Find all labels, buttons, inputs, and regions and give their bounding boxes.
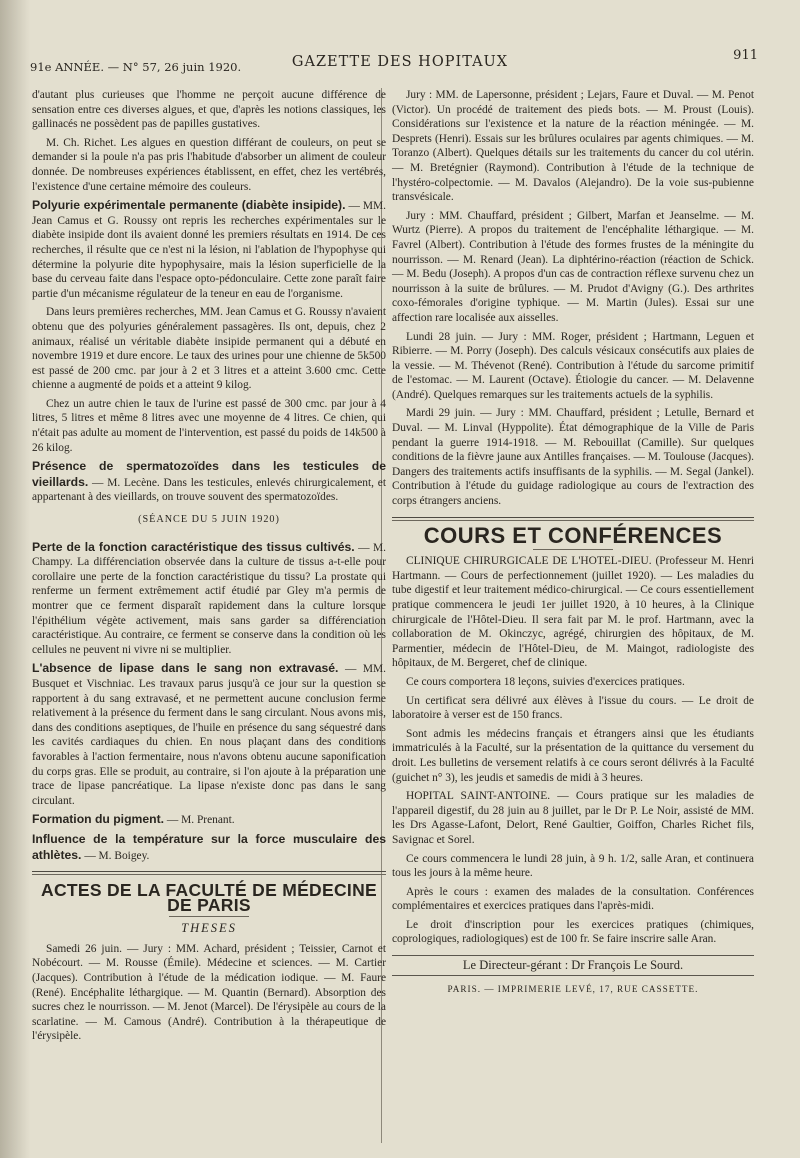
paragraph: d'autant plus curieuses que l'homme ne perçoit aucune différence de sensation entre ces diverses algues, et que, d'après les notions classiques, les gallinacés ne possèdent pas de papilles gustatives.	[32, 89, 386, 131]
subheading: Formation du pigment.	[32, 812, 165, 827]
journal-title: GAZETTE DES HOPITAUX	[291, 54, 509, 70]
paragraph: Jury : MM. de Lapersonne, président ; Lejars, Faure et Duval. — M. Penot (Victor). Un procédé de traitement des pieds bots. — M. Proust (Louis). Considérations sur l'existence et la nature de la réaction méningée. — M. Desprets (Henri). Essais sur les brûlures oculaires par agents chimiques. — M. Toranzo (Albert). Quelques détails sur les traitements du cancer du col utérin. — M. Bretégnier (Raymond). Contribution à l'étude de la technique de l'hystéro-colpectomie. — M. Davalos (Alejandro). De la voie sus-pubienne transvésicale.	[392, 89, 754, 204]
article-presence	[32, 459, 386, 505]
short-rule	[533, 549, 613, 550]
paragraph: CLINIQUE CHIRURGICALE DE L'HOTEL-DIEU. (Professeur M. Henri Hartmann. — Cours de perfectionnement (juillet 1920). — Les maladies du tube digestif et leur traitement médico-chirurgical. — Ce cours essentiellement pratique commencera le jeudi 1er juillet 1920, à 10 heures, à la Clinique chirurgicale de l'Hôtel-Dieu. Il sera fait par M. le prof. Hartmann, avec la collaboration de M. Okinczyc, agrégé, chirurgien des hôpitaux, de M. Parmentier, médecin de l'Hôtel-Dieu, de M. Maingot, radiologiste des hôpitaux, de M. Bergeret, chef de clinique.	[392, 555, 754, 670]
paragraph: Jury : MM. Chauffard, président ; Gilbert, Marfan et Jeanselme. — M. Wurtz (Pierre). A propos du traitement de l'encéphalite léthargique. — M. Favrel (Albert). Contribution à l'étude des formes frustes de la méningite du nourrisson. — M. Renard (Jean). La diphtérino-réaction (réaction de Schick. — M. Bedu (Joseph). A propos d'un cas de contraction réflexe survenu chez un nourrisson à la suite de brûlures. — M. Prudot d'Avigny (G.). Des arthrites coxo-fémorales d'origine typhique. — M. Martin (Jules). Essai sur une affection rare localisée aux aisselles.	[392, 209, 754, 324]
paragraph: Ce cours commencera le lundi 28 juin, à 9 h. 1/2, salle Aran, et continuera tous les jours à la même heure.	[392, 852, 754, 880]
subheading: Influence de la température sur la force musculaire des athlètes.	[32, 831, 386, 862]
left-column	[32, 88, 386, 1048]
article-body: — M. Lecène. Dans les testicules, enlevés chirurgicalement, et appartenant à des vieillards, on trouve souvent des spermatozoïdes.	[32, 476, 386, 504]
article-body: — M. Champy. La différenciation observée dans la culture de tissus a-t-elle pour corollaire une perte de la fonction caractéristique du tissu? La prostate qui renferme un ferment extrêmement actif étudié par Gley m'a permis de montrer que ce ferment disparaît rapidement dans la culture lorsque l'épithélium végète activement, mais sans garder sa différenciation caractéristique. Au contraire, ce ferment se conserve dans la condition où les cellules ne peuvent ni vivre ni se multiplier.	[32, 541, 386, 656]
paragraph: Dans leurs premières recherches, MM. Jean Camus et G. Roussy n'avaient obtenu que des polyuries généralement passagères. Ils ont, depuis, chez 2 animaux, réalisé un véritable diabète insipide permanent qui a débuté en novembre 1919 et dure encore. Le taux des urines pour une chienne de 5k500 est passé de 200 cmc. par jour à 2 et 3 litres et a atteint 3.600 cmc. Cette chienne a augmenté de poids et a atteint 9 kilog.	[32, 306, 386, 392]
running-head	[30, 46, 770, 76]
footer-box	[392, 955, 754, 976]
paragraph: Lundi 28 juin. — Jury : MM. Roger, président ; Hartmann, Leguen et Ribierre. — M. Porry (Joseph). Des calculs vésicaux consécutifs aux plaies de la vessie. — M. Thévenot (René). Contribution à l'étude du sarcome primitif de l'estomac. — M. Laurent (Octave). Étiologie du cancer. — M. Delavenne (André). Quelques remarques sur les traitements actuels de la syphilis.	[392, 330, 754, 401]
section-rule	[392, 517, 754, 521]
article-body: — MM. Jean Camus et G. Roussy ont repris les recherches expérimentales sur le diabète insipide dont ils avaient donné les premiers résultats en 1914. De ces recherches, il résulte que ce n'est ni la lésion, ni l'ablation de l'hypophyse qui détermine la polyurie dite hypophysaire, mais la lésion superficielle de la base du cerveau faite dans l'espace opto-pédonculaire. Cette zone paraît faire partie d'un mécanisme régulateur de la teneur en eau de l'organisme.	[32, 200, 386, 300]
paragraph: Le droit d'inscription pour les exercices pratiques (chimiques, coprologiques, radiologiques) est de 100 fr. Se faire inscrire salle Aran.	[392, 918, 754, 946]
subheading: Polyurie expérimentale permanente (diabète insipide).	[32, 198, 346, 213]
subheading: Perte de la fonction caractéristique des tissus cultivés.	[32, 539, 355, 554]
issue-line: 91e ANNÉE. — N° 57, 26 juin 1920.	[30, 60, 242, 74]
article-formation	[32, 812, 386, 828]
section-title-cours: COURS ET CONFÉRENCES	[423, 522, 723, 548]
paragraph: Un certificat sera délivré aux élèves à l'issue du cours. — Le droit de laboratoire à verser est de 150 francs.	[392, 694, 754, 722]
theses-heading: THESES	[181, 921, 237, 936]
article-influence	[32, 832, 386, 863]
paragraph: Ce cours comportera 18 leçons, suivies d'exercices pratiques.	[406, 675, 685, 688]
director-line: Le Directeur-gérant : Dr François Le Sourd.	[462, 958, 684, 973]
article-polyurie	[32, 198, 386, 301]
section-rule	[32, 871, 386, 875]
article-body: — MM. Busquet et Vischniac. Les travaux parus jusqu'à ce jour sur la question se rapportent à du sang extravasé, et ne permettent aucune conclusion ferme relativement à la présence du ferment dans le sang circulant. Nous avons mis, dans des conditions aseptiques, de l'huile en présence du sang séquestré dans les cavités cardiaques du chien. En nous plaçant dans des conditions favorables à l'action fermentaire, nous n'avons obtenu aucune saponification du corps gras. Elle se produit, au contraire, si l'on ajoute à la préparation une trace de lipase pancréatique. La lipase n'existe donc pas dans le sang circulant.	[32, 663, 387, 807]
binding-shadow	[0, 0, 30, 1158]
subheading: Présence de spermatozoïdes dans les testicules de vieillards.	[32, 459, 386, 489]
section-title-actes: ACTES DE LA FACULTÉ DE MÉDECINE DE PARIS	[41, 880, 377, 915]
right-column	[392, 88, 754, 996]
page-number: 911	[733, 48, 758, 63]
paragraph: Mardi 29 juin. — Jury : MM. Chauffard, président ; Letulle, Bernard et Duval. — M. Linval (Hyppolite). État démographique de la Ville de Paris pendant la guerre 1914-1918. — M. Rebouillat (Camille). Sur quelques conditions de la fièvre jaune aux Antilles françaises. — M. Toulouse (Jacques). Dangers des traitements actifs insuffisants de la syphilis. — M. Segal (Jankel). Contribution à l'étude du guidage radiologique au cours de l'extraction des corps étrangers anciens.	[392, 407, 754, 508]
article-perte	[32, 540, 386, 658]
paragraph: Après le cours : examen des malades de la consultation. Conférences complémentaires et exercices pratiques dans l'après-midi.	[392, 885, 754, 913]
session-date: (SÉANCE DU 5 JUIN 1920)	[138, 514, 280, 526]
article-body: — M. Boigey.	[84, 849, 150, 862]
paragraph: M. Ch. Richet. Les algues en question différant de couleurs, on peut se demander si la poule n'a pas pris l'habitude d'absorber un aliment de couleur donnée. De nombreuses expériences établissent, en effet, chez les vertébrés, l'existence d'une certaine mémoire des couleurs.	[32, 136, 386, 193]
paragraph: Samedi 26 juin. — Jury : MM. Achard, président ; Teissier, Carnot et Nobécourt. — M. Rousse (Émile). Médecine et sciences. — M. Cartier (Jacques). Contribution à l'étude de la médication iodique. — M. Faure (René). Encéphalite léthargique. — M. Quantin (Bernard). Absorption des sucres chez le nourrisson. — M. Jenot (Marcel). De l'érysipèle au cours de la scarlatine. — M. Camous (André). Contribution à la thérapeutique de l'érysipèle.	[32, 942, 386, 1043]
paragraph: HOPITAL SAINT-ANTOINE. — Cours pratique sur les maladies de l'appareil digestif, du 28 juin au 8 juillet, par le Dr P. Le Noir, assisté de MM. les Drs Agasse-Lafont, Delort, René Gaultier, Goiffon, Charles Richet fils, Savignac et Sorel.	[392, 790, 754, 846]
article-body: — M. Prenant.	[166, 814, 235, 827]
short-rule	[169, 916, 249, 917]
subheading: L'absence de lipase dans le sang non extravasé.	[32, 661, 339, 676]
paragraph: Sont admis les médecins français et étrangers ainsi que les étudiants immatriculés à la Faculté, sur la présentation de la quittance du versement du droit. Les bulletins de versement relatifs à ce cours seront délivrés à la Faculté (guichet n° 3), les jeudis et samedis de midi à 3 heures.	[392, 727, 754, 784]
printer-line: PARIS. — IMPRIMERIE LEVÉ, 17, RUE CASSETTE.	[447, 983, 699, 994]
paragraph: Chez un autre chien le taux de l'urine est passé de 300 cmc. par jour à 4 litres, 5 litres et même 8 litres avec une moyenne de 4 litres. Ce chien, qui n'était pas adulte au moment de l'intervention, est passé du poids de 14k500 à 26 kilog.	[32, 397, 386, 454]
article-absence	[32, 661, 386, 808]
